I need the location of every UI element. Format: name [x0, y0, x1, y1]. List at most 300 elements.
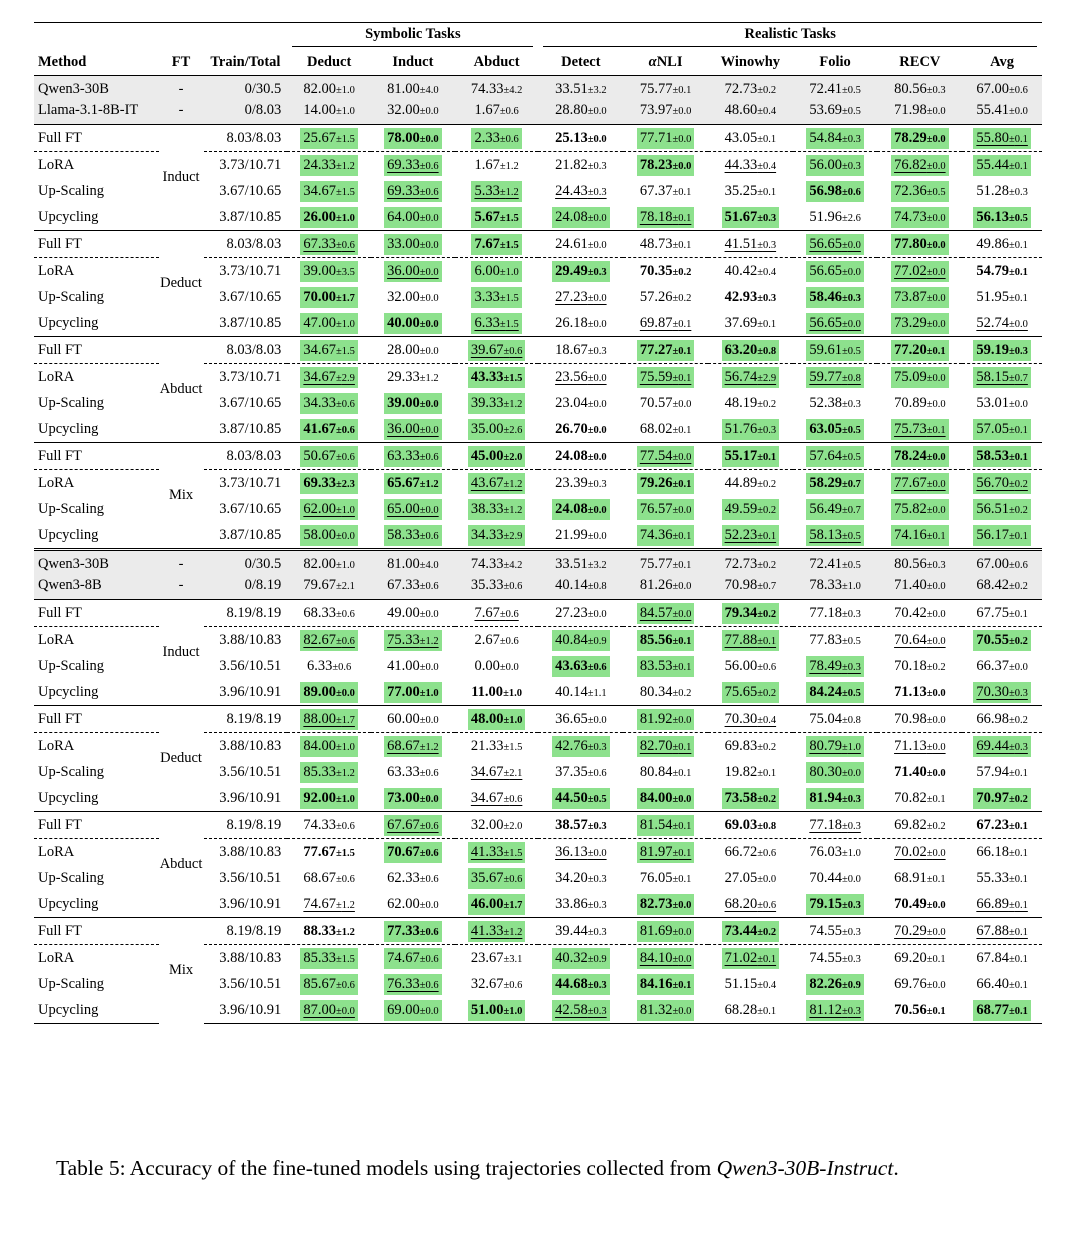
train-total	[204, 310, 288, 337]
table-cell	[708, 600, 793, 627]
cell-value	[300, 155, 358, 176]
std-number: 3.2	[593, 85, 607, 96]
std-value: ±0.2	[926, 820, 946, 832]
table-cell	[623, 76, 708, 101]
std-value: ±0.3	[841, 899, 861, 911]
mean-value: 66.18	[976, 843, 1009, 860]
mean-value: 56.17	[976, 526, 1009, 543]
mean-value: 29.49	[555, 262, 588, 279]
table-cell	[962, 679, 1042, 706]
table-cell	[287, 416, 371, 443]
cell-text: Full FT	[38, 922, 82, 939]
table-cell	[793, 600, 878, 627]
std-value: ±0.0	[587, 398, 607, 410]
cell-text: 3.96/10.91	[219, 789, 282, 806]
cell-value	[973, 128, 1031, 149]
table-cell	[793, 258, 878, 285]
std-number: 0.2	[1014, 478, 1028, 490]
cell-value	[637, 815, 695, 836]
mean-value: 34.67	[303, 368, 336, 385]
cell-value	[806, 419, 864, 440]
std-value: ±0.1	[672, 239, 692, 251]
mean-value: 7.67	[474, 235, 500, 252]
std-value: ±0.6	[419, 926, 439, 938]
table-cell	[877, 733, 962, 760]
mean-value: 51.00	[470, 1001, 504, 1018]
cell-value	[973, 736, 1031, 757]
mean-value: 32.00	[470, 816, 504, 833]
mean-value: 11.00	[471, 683, 504, 700]
mean-value: 5.33	[474, 182, 500, 199]
cell-value	[637, 575, 695, 596]
cell-value	[300, 419, 358, 440]
mean-value: 84.10	[639, 949, 673, 966]
std-number: 0.1	[1014, 160, 1028, 172]
mean-value: 28.80	[555, 102, 588, 118]
mean-value: 59.77	[809, 368, 842, 385]
cell-value	[552, 842, 610, 863]
std-value: ±1.2	[499, 160, 519, 172]
cell-value	[471, 656, 521, 677]
cell-text: LoRA	[38, 368, 75, 385]
mean-value: 32.00	[387, 288, 420, 305]
std-number: 3.2	[593, 560, 607, 571]
cell-value	[468, 682, 525, 703]
mean-value: 24.08	[555, 447, 588, 464]
std-value: ±0.1	[672, 318, 692, 330]
mean-value: 68.33	[303, 604, 336, 621]
mean-value: 55.17	[724, 447, 758, 464]
cell-text: 0/8.03	[244, 102, 282, 118]
method-name	[34, 759, 159, 785]
cell-value	[552, 100, 610, 121]
cell-value	[300, 842, 358, 863]
std-number: 0.8	[847, 714, 861, 726]
std-value: ±0.2	[757, 608, 777, 620]
std-number: 0.0	[678, 398, 692, 410]
mean-value: 0.00	[474, 657, 500, 674]
std-value: ±0.3	[757, 292, 777, 304]
std-number: 0.6	[593, 767, 607, 779]
cell-value	[300, 313, 358, 334]
table-cell	[538, 390, 623, 416]
std-value: ±1.5	[503, 372, 523, 384]
cell-value	[806, 287, 864, 308]
table-cell	[877, 258, 962, 285]
std-number: 0.2	[1014, 714, 1028, 726]
cell-value	[806, 181, 864, 202]
std-value: ±0.1	[757, 1005, 777, 1017]
std-number: 0.1	[1014, 820, 1028, 832]
cell-value	[552, 762, 610, 783]
mean-value: 70.98	[894, 710, 927, 727]
std-value: ±0.2	[757, 398, 777, 410]
mean-value: 73.44	[724, 922, 758, 939]
table-cell	[708, 679, 793, 706]
std-value: ±0.0	[1008, 398, 1028, 410]
mean-value: 75.09	[894, 368, 927, 385]
std-number: 0.0	[678, 899, 692, 911]
cell-value	[384, 921, 442, 942]
mean-value: 39.67	[470, 341, 504, 358]
mean-value: 53.69	[809, 102, 842, 118]
std-number: 0.0	[678, 714, 692, 726]
table-cell	[793, 971, 878, 997]
std-value: ±0.0	[926, 266, 946, 278]
mean-value: 81.12	[809, 1001, 842, 1018]
mean-value: 54.79	[976, 262, 1009, 279]
train-total	[204, 470, 288, 497]
mean-value: 78.29	[894, 129, 927, 146]
cell-value	[300, 815, 358, 836]
cell-value	[973, 525, 1031, 546]
std-value: ±0.5	[841, 345, 861, 357]
table-cell	[793, 653, 878, 679]
mean-value: 51.95	[976, 288, 1009, 305]
cell-value	[637, 287, 695, 308]
mean-value: 29.33	[387, 368, 420, 385]
cell-value	[300, 709, 358, 730]
std-value: ±0.3	[841, 926, 861, 938]
std-number: 0.0	[341, 530, 355, 542]
cell-value	[552, 234, 610, 255]
std-number: 1.7	[341, 292, 355, 304]
mean-value: 76.33	[387, 975, 420, 992]
mean-value: 77.71	[639, 129, 673, 146]
std-value: ±0.6	[1008, 85, 1028, 96]
cell-text: Up-Scaling	[38, 182, 105, 199]
table-cell	[538, 258, 623, 285]
mean-value: 45.00	[470, 447, 504, 464]
std-value: ±0.6	[336, 239, 355, 251]
cell-value	[891, 868, 949, 889]
mean-value: 67.33	[303, 235, 336, 252]
table-cell	[623, 470, 708, 497]
table-cell	[877, 679, 962, 706]
std-number: 0.4	[762, 714, 777, 726]
train-total	[204, 997, 288, 1024]
train-total	[204, 918, 288, 945]
table-cell	[455, 997, 539, 1024]
std-value: ±0.6	[336, 398, 355, 410]
method-name	[34, 284, 159, 310]
table-cell	[538, 733, 623, 760]
std-value: ±0.6	[419, 820, 439, 832]
mean-value: 25.13	[555, 129, 588, 146]
cell-text: 3.67/10.65	[219, 288, 282, 305]
std-number: 0.0	[932, 767, 946, 779]
std-value: ±0.0	[587, 847, 607, 859]
table-cell	[287, 364, 371, 391]
mean-value: 75.59	[639, 368, 673, 385]
table-cell	[287, 550, 371, 576]
table-cell	[708, 627, 793, 654]
train-total	[204, 891, 288, 918]
table-cell	[538, 231, 623, 258]
std-value: ±0.0	[419, 424, 439, 436]
table-cell	[962, 364, 1042, 391]
cell-value	[552, 367, 610, 388]
std-number: 0.0	[425, 106, 439, 117]
mean-value: 70.57	[639, 394, 673, 411]
cell-value	[891, 974, 949, 995]
train-total	[204, 785, 288, 812]
train-total	[204, 733, 288, 760]
std-number: 1.0	[847, 581, 861, 592]
table-cell	[877, 470, 962, 497]
std-number: 0.5	[593, 793, 607, 805]
cell-value	[471, 261, 521, 282]
cell-value	[973, 788, 1031, 809]
std-number: 0.3	[593, 873, 607, 885]
mean-value: 23.04	[555, 394, 588, 411]
std-number: 0.6	[505, 608, 519, 620]
table-cell	[793, 100, 878, 125]
std-number: 0.3	[847, 292, 861, 304]
cell-value	[468, 736, 526, 757]
table-cell	[455, 891, 539, 918]
table-cell	[287, 653, 371, 679]
cell-text: -	[178, 556, 184, 572]
std-value: ±0.1	[1008, 847, 1028, 859]
mean-value: 70.64	[894, 631, 927, 648]
baseline-row	[34, 575, 1042, 600]
std-value: ±0.6	[419, 847, 439, 859]
std-number: 0.2	[678, 266, 692, 278]
mean-value: 72.73	[724, 556, 758, 572]
cell-value	[637, 682, 695, 703]
cell-value	[973, 340, 1031, 361]
table-cell	[962, 600, 1042, 627]
std-value: ±0.3	[587, 926, 607, 938]
mean-value: 40.14	[555, 683, 588, 700]
std-value: ±0.1	[672, 424, 692, 436]
cell-value	[722, 921, 780, 942]
table-cell	[455, 575, 539, 600]
results-table-container	[34, 22, 1042, 1024]
std-value: ±1.0	[841, 581, 861, 592]
cell-text: Deduct	[160, 275, 202, 291]
cell-value	[384, 630, 442, 651]
std-value: ±1.7	[336, 292, 355, 304]
table-cell	[287, 204, 371, 231]
mean-value: 79.26	[639, 474, 673, 491]
table-cell	[962, 997, 1042, 1024]
mean-value: 24.61	[555, 235, 588, 252]
cell-value	[891, 525, 949, 546]
std-number: 0.0	[593, 714, 607, 726]
cell-value	[300, 554, 358, 575]
std-number: 0.0	[593, 372, 607, 384]
std-value: ±0.1	[1008, 530, 1028, 542]
std-number: 0.0	[847, 873, 861, 885]
mean-value: 83.53	[639, 657, 673, 674]
mean-value: 73.97	[639, 102, 673, 118]
table-cell	[793, 575, 878, 600]
mean-value: 62.00	[387, 895, 420, 912]
std-number: 1.0	[341, 318, 355, 330]
cell-text: 3.56/10.51	[219, 869, 282, 886]
std-value: ±0.3	[841, 661, 861, 673]
table-cell	[538, 600, 623, 627]
mean-value: 37.35	[555, 763, 588, 780]
std-value: ±0.0	[587, 318, 607, 330]
std-number: 0.6	[341, 820, 355, 832]
mean-value: 80.79	[809, 737, 842, 754]
std-number: 0.5	[847, 345, 861, 357]
mean-value: 49.00	[387, 604, 420, 621]
mean-value: 77.20	[894, 341, 927, 358]
std-value: ±0.3	[587, 820, 607, 832]
table-cell	[538, 706, 623, 733]
cell-value	[384, 181, 442, 202]
train-total	[204, 600, 288, 627]
table-cell	[371, 759, 455, 785]
table-cell	[708, 865, 793, 891]
cell-value	[973, 419, 1031, 440]
mean-value: 71.13	[894, 737, 927, 754]
cell-text: 0/8.19	[244, 577, 282, 593]
cell-value	[973, 575, 1031, 596]
table-cell	[371, 627, 455, 654]
std-number: 1.2	[505, 186, 519, 198]
cell-value	[891, 100, 949, 121]
std-number: 0.1	[932, 424, 946, 436]
std-number: 0.6	[762, 661, 777, 673]
std-value: ±1.0	[841, 741, 861, 753]
cell-value	[300, 79, 358, 100]
std-value: ±1.5	[499, 318, 519, 330]
table-cell	[538, 76, 623, 101]
cell-text: LoRA	[38, 156, 75, 173]
std-value: ±0.3	[926, 85, 946, 96]
cell-value	[722, 868, 780, 889]
cell-value	[300, 788, 358, 809]
cell-value	[722, 128, 780, 149]
std-number: 1.5	[509, 847, 523, 859]
std-number: 1.2	[425, 635, 439, 647]
cell-value	[637, 367, 695, 388]
mean-value: 40.42	[724, 262, 758, 279]
std-number: 1.2	[509, 504, 523, 516]
std-value: ±0.0	[336, 530, 355, 542]
std-number: 0.3	[762, 424, 777, 436]
std-value: ±0.0	[672, 926, 692, 938]
mean-value: 14.00	[303, 102, 336, 118]
col-avg: Avg	[962, 49, 1042, 76]
std-number: 4.2	[509, 560, 523, 571]
cell-value	[722, 234, 780, 255]
mean-value: 36.13	[555, 843, 588, 860]
std-number: 0.1	[678, 560, 692, 571]
std-value: ±0.1	[672, 820, 692, 832]
std-value: ±0.0	[587, 239, 607, 251]
mean-value: 24.43	[555, 182, 588, 199]
cell-value	[300, 974, 358, 995]
mean-value: 67.88	[976, 922, 1009, 939]
table-cell	[962, 575, 1042, 600]
table-cell	[371, 550, 455, 576]
std-value: ±0.0	[926, 318, 946, 330]
std-number: 0.1	[1014, 899, 1028, 911]
train-total	[204, 575, 288, 600]
table-cell	[877, 337, 962, 364]
table-cell	[623, 733, 708, 760]
std-number: 0.0	[425, 292, 439, 304]
train-total	[204, 627, 288, 654]
std-value: ±1.5	[499, 212, 519, 224]
std-value: ±1.7	[503, 899, 523, 911]
cell-value	[468, 921, 526, 942]
cell-value	[637, 1000, 695, 1021]
std-number: 0.0	[932, 239, 946, 251]
table-cell	[877, 550, 962, 576]
mean-value: 77.67	[894, 474, 927, 491]
table-cell	[371, 839, 455, 866]
std-value: ±1.2	[503, 504, 523, 516]
table-cell	[623, 310, 708, 337]
train-total	[204, 812, 288, 839]
mean-value: 81.54	[639, 816, 673, 833]
cell-value	[384, 419, 442, 440]
mean-value: 48.60	[724, 102, 758, 118]
std-value: ±0.3	[841, 820, 861, 832]
cell-text: 3.87/10.85	[219, 526, 282, 543]
std-number: 1.2	[425, 741, 439, 753]
cell-text: 8.03/8.03	[226, 235, 282, 252]
std-value: ±0.6	[503, 345, 523, 357]
std-number: 0.5	[847, 85, 861, 96]
mean-value: 69.44	[976, 737, 1009, 754]
table-cell	[877, 785, 962, 812]
std-number: 0.0	[932, 398, 946, 410]
table-cell	[877, 310, 962, 337]
std-value: ±0.8	[757, 345, 777, 357]
cell-value	[637, 709, 695, 730]
mean-value: 41.67	[303, 420, 336, 437]
cell-value	[806, 261, 864, 282]
cell-text: Abduct	[159, 381, 203, 397]
cell-value	[637, 393, 695, 414]
std-value: ±2.1	[503, 767, 523, 779]
std-number: 0.1	[1014, 847, 1028, 859]
cell-value	[973, 499, 1031, 520]
column-header-row	[34, 49, 1042, 76]
std-value: ±0.0	[336, 687, 355, 699]
mean-value: 19.82	[724, 763, 758, 780]
cell-text: Mix	[168, 962, 194, 979]
table-cell	[371, 522, 455, 550]
cell-value	[637, 894, 695, 915]
cell-text: 8.03/8.03	[226, 129, 282, 146]
table-cell	[538, 812, 623, 839]
train-total	[204, 706, 288, 733]
mean-value: 56.98	[809, 182, 842, 199]
table-cell	[371, 733, 455, 760]
mean-value: 27.23	[555, 604, 588, 621]
cell-value	[722, 630, 780, 651]
table-cell	[287, 100, 371, 125]
table-cell	[793, 812, 878, 839]
mean-value: 36.00	[387, 262, 420, 279]
method-name	[34, 178, 159, 204]
std-value: ±1.5	[499, 239, 519, 251]
cell-value	[637, 419, 695, 440]
cell-text: 0/30.5	[244, 81, 282, 97]
table-cell	[962, 918, 1042, 945]
std-number: 0.0	[678, 106, 692, 117]
cell-text: 3.67/10.65	[219, 500, 282, 517]
